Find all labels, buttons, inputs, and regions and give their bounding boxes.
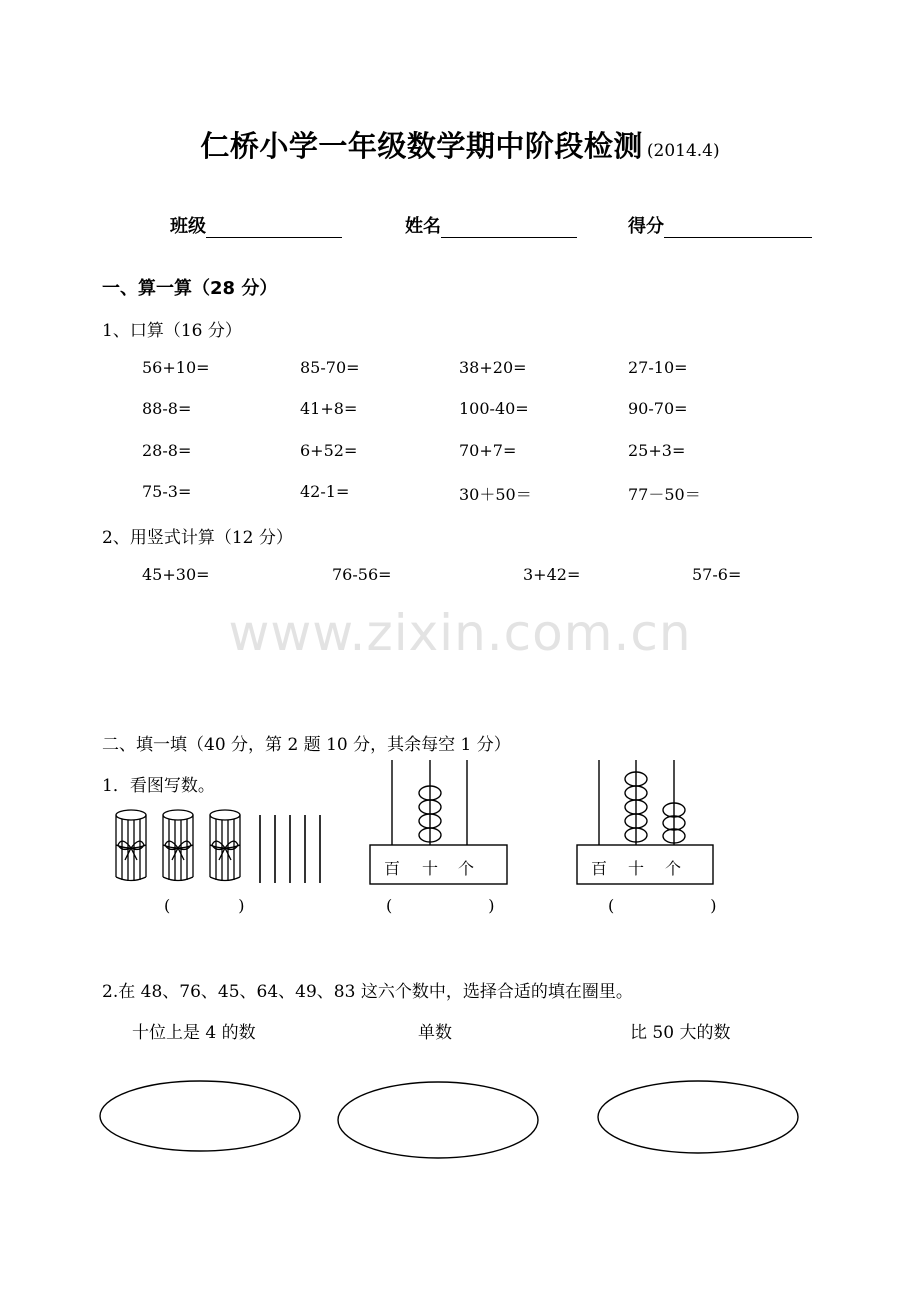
- abacus-label-tens: 十: [422, 859, 439, 878]
- title-date: (2014.4): [646, 141, 720, 161]
- mental-expr: 77－50＝: [628, 485, 701, 504]
- mental-expr: 75-3=: [142, 482, 192, 501]
- section1-heading: 一、算一算（28 分）: [102, 278, 278, 299]
- mental-expr: 25+3=: [628, 441, 686, 460]
- mental-expr: 90-70=: [628, 399, 688, 418]
- abacus-label-hundreds: 百: [384, 859, 401, 878]
- mental-expr: 70+7=: [459, 441, 517, 460]
- class-label: 班级: [170, 216, 206, 237]
- vertical-calc-expr: 45+30=: [142, 565, 210, 584]
- answer-oval[interactable]: [598, 1081, 798, 1153]
- mental-expr: 42-1=: [300, 482, 350, 501]
- mental-expr: 85-70=: [300, 358, 360, 377]
- category-label: 十位上是 4 的数: [132, 1023, 256, 1043]
- answer-blank[interactable]: ( ): [386, 896, 507, 915]
- answer-oval[interactable]: [100, 1081, 300, 1151]
- section2-heading: 二、填一填（40 分，第 2 题 10 分，其余每空 1 分）: [102, 735, 511, 755]
- stick-bundle-icon: [210, 810, 240, 881]
- vertical-calc-expr: 76-56=: [332, 565, 392, 584]
- mental-expr: 100-40=: [459, 399, 529, 418]
- category-label: 比 50 大的数: [630, 1023, 731, 1043]
- mental-expr: 27-10=: [628, 358, 688, 377]
- watermark: www.zixin.com.cn: [228, 604, 692, 662]
- abacus-label-ones: 个: [458, 859, 475, 878]
- name-label: 姓名: [405, 216, 441, 237]
- mental-expr: 38+20=: [459, 358, 527, 377]
- answer-oval[interactable]: [338, 1082, 538, 1158]
- abacus-label-hundreds: 百: [591, 859, 608, 878]
- title-text: 仁桥小学一年级数学期中阶段检测: [200, 129, 643, 163]
- mental-expr: 28-8=: [142, 441, 192, 460]
- answer-blank[interactable]: ( ): [608, 896, 729, 915]
- vertical-calc-expr: 57-6=: [692, 565, 742, 584]
- stick-bundle-icon: [163, 810, 193, 881]
- q2-prompt: 2.在 48、76、45、64、49、83 这六个数中，选择合适的填在圈里。: [102, 982, 633, 1002]
- part1-heading: 1、口算（16 分）: [102, 321, 242, 341]
- answer-blank[interactable]: ( ): [164, 896, 257, 915]
- part2-heading: 2、用竖式计算（12 分）: [102, 528, 293, 548]
- abacus-label-tens: 十: [628, 859, 645, 878]
- vertical-calc-expr: 3+42=: [523, 565, 581, 584]
- mental-expr: 41+8=: [300, 399, 358, 418]
- category-label: 单数: [418, 1023, 452, 1043]
- mental-expr: 30＋50＝: [459, 485, 532, 504]
- score-label: 得分: [628, 216, 664, 237]
- mental-expr: 6+52=: [300, 441, 358, 460]
- mental-expr: 56+10=: [142, 358, 210, 377]
- mental-expr: 88-8=: [142, 399, 192, 418]
- stick-bundle-icon: [116, 810, 146, 881]
- q1-prompt: 1．看图写数。: [102, 776, 215, 796]
- single-sticks-icon: [260, 815, 320, 883]
- abacus-label-ones: 个: [665, 859, 682, 878]
